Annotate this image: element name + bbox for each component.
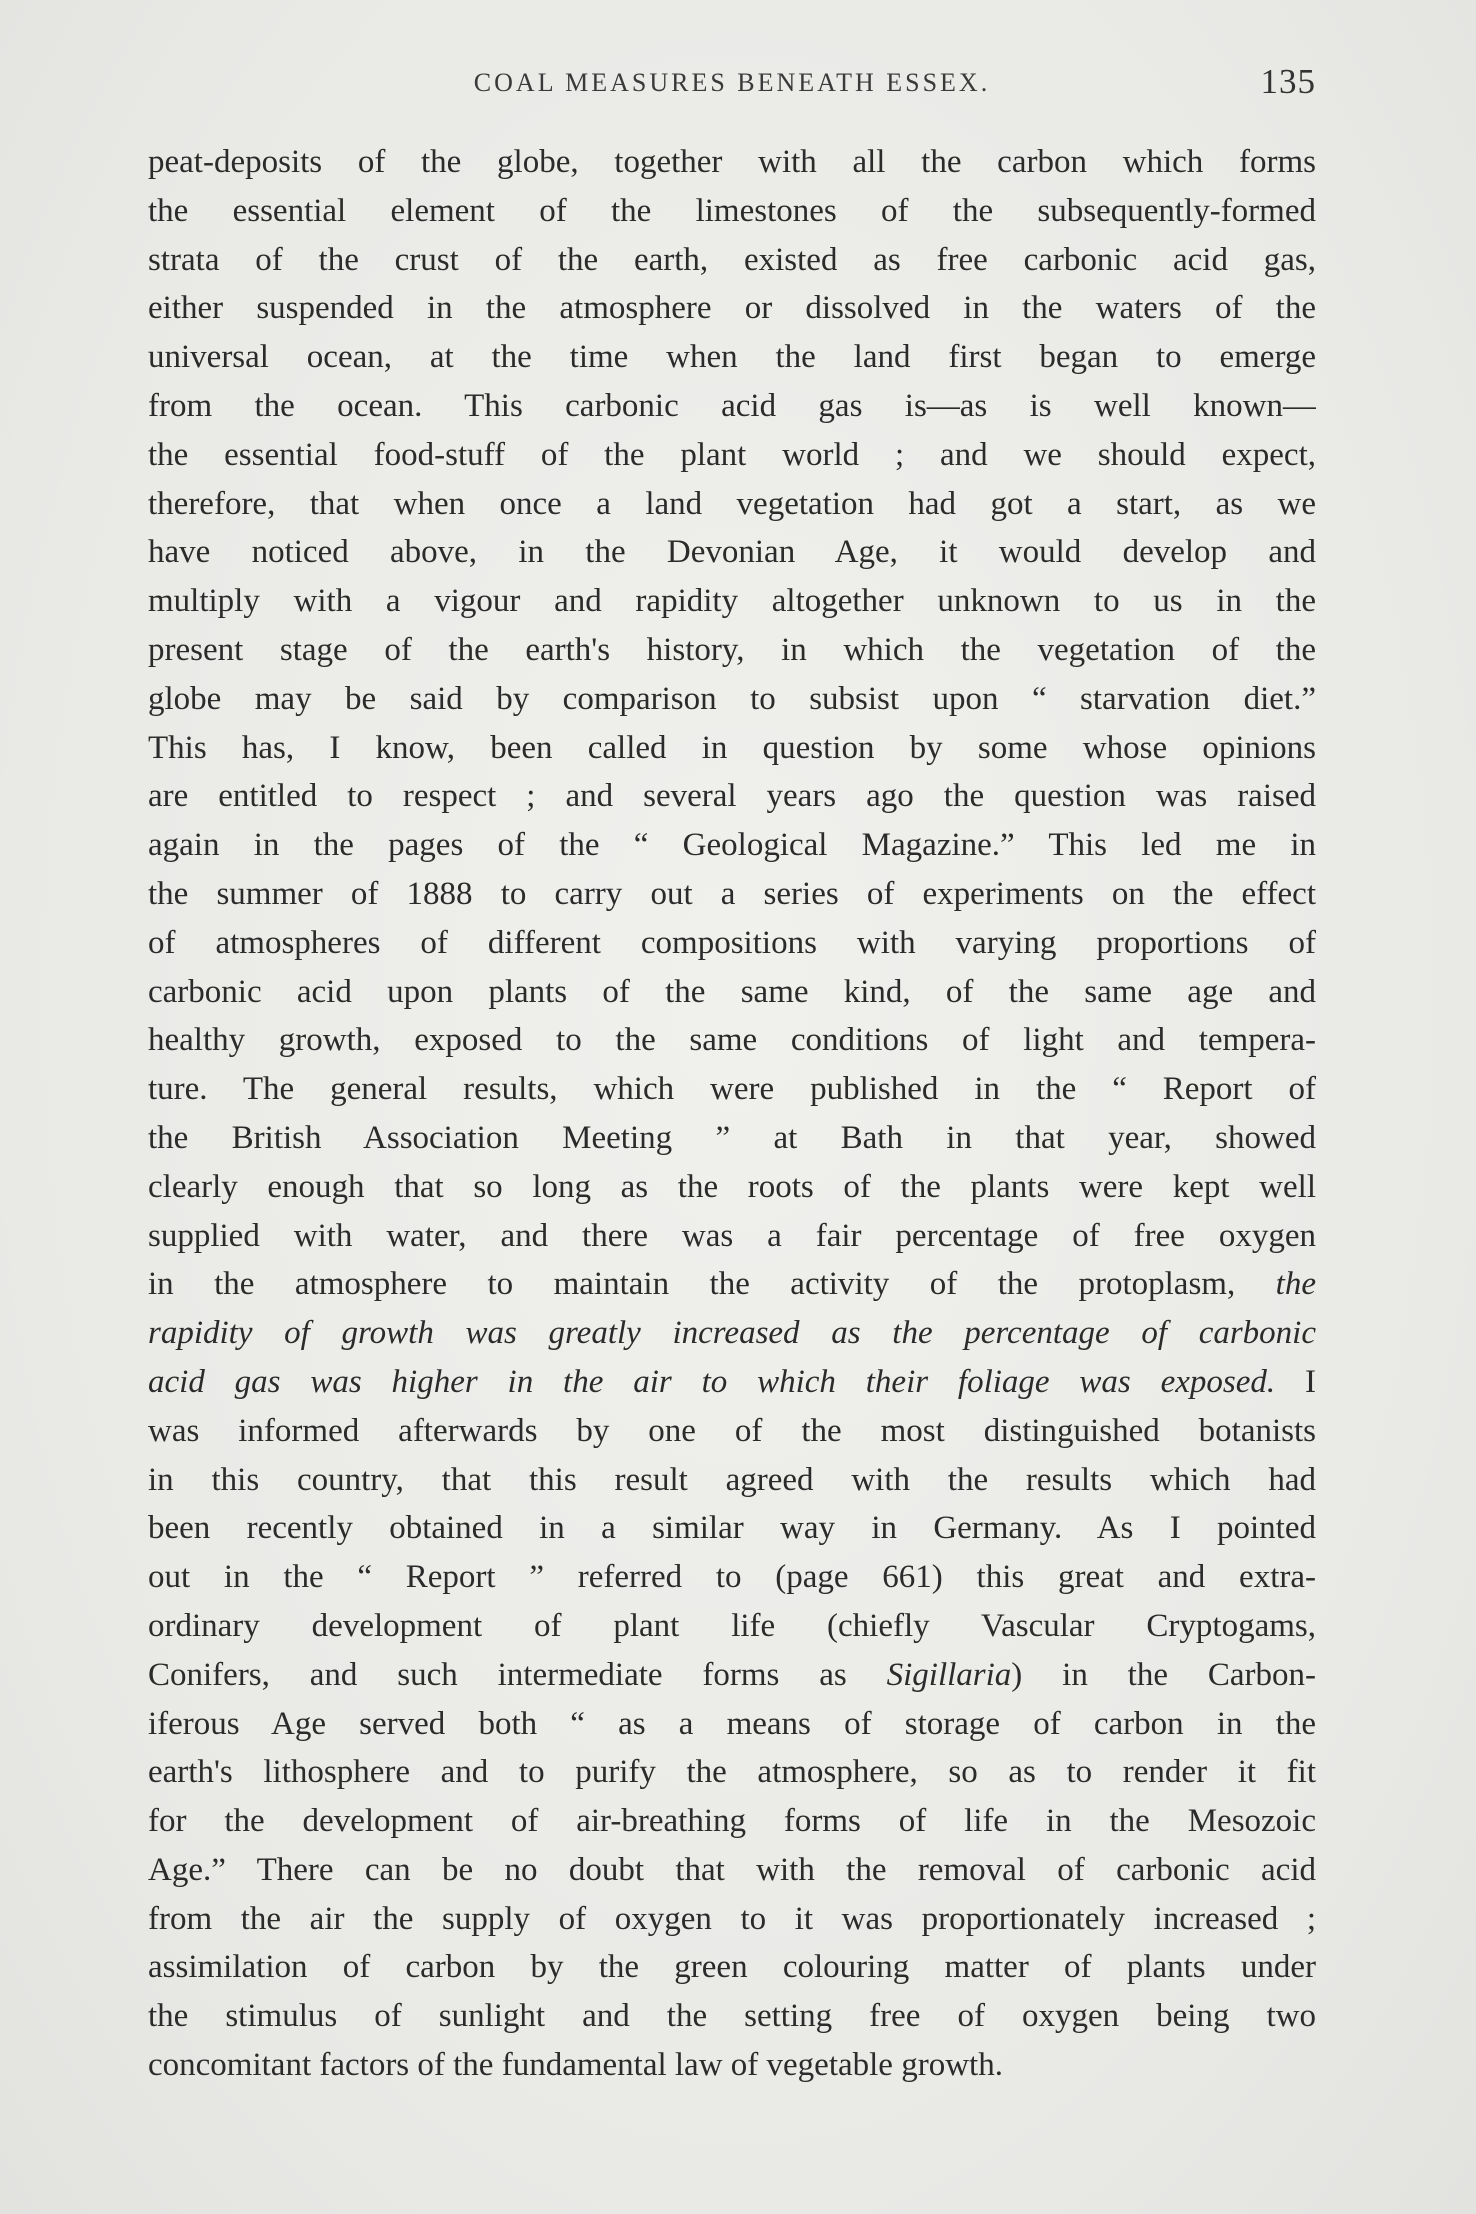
text-segment: the summer of 1888 to carry out a series of experiments on the effect bbox=[148, 875, 1316, 912]
text-segment: from the air the supply of oxygen to it was proportionately increased ; bbox=[148, 1900, 1316, 1937]
italic-text-segment: Sigillaria bbox=[886, 1656, 1012, 1693]
text-line bbox=[148, 333, 1316, 382]
text-segment: have noticed above, in the Devonian Age, it would develop and bbox=[148, 534, 1316, 571]
text-line bbox=[148, 1748, 1316, 1797]
text-segment: assimilation of carbon by the green colouring matter of plants under bbox=[148, 1949, 1316, 1986]
text-segment: strata of the crust of the earth, existed as free carbonic acid gas, bbox=[148, 241, 1316, 278]
text-line bbox=[148, 724, 1316, 773]
text-segment: ture. The general results, which were published in the “ Report of bbox=[148, 1071, 1316, 1108]
text-line bbox=[148, 528, 1316, 577]
text-segment: in the atmosphere to maintain the activity of the protoplasm, bbox=[148, 1266, 1276, 1303]
text-segment: therefore, that when once a land vegetation had got a start, as we bbox=[148, 485, 1316, 522]
text-segment: was informed afterwards by one of the most distinguished botanists bbox=[148, 1412, 1316, 1449]
text-line bbox=[148, 382, 1316, 431]
text-line bbox=[148, 236, 1316, 285]
text-segment: the essential element of the limestones of the subsequently-formed bbox=[148, 192, 1316, 229]
text-line bbox=[148, 1456, 1316, 1505]
text-line bbox=[148, 1797, 1316, 1846]
text-line bbox=[148, 1309, 1316, 1358]
text-line bbox=[148, 626, 1316, 675]
italic-text-segment: rapidity of growth was greatly increased as the percentage of carbonic bbox=[148, 1315, 1316, 1352]
text-segment: of atmospheres of different compositions with varying proportions of bbox=[148, 924, 1316, 961]
text-line bbox=[148, 1895, 1316, 1944]
text-segment: universal ocean, at the time when the land first began to emerge bbox=[148, 339, 1316, 376]
text-line bbox=[148, 1504, 1316, 1553]
italic-text-segment: acid gas was higher in the air to which their foliage was exposed. bbox=[148, 1363, 1276, 1400]
text-line bbox=[148, 1407, 1316, 1456]
text-segment: for the development of air-breathing forms of life in the Mesozoic bbox=[148, 1803, 1316, 1840]
text-segment: healthy growth, exposed to the same conditions of light and tempera- bbox=[148, 1022, 1316, 1059]
text-line bbox=[148, 772, 1316, 821]
text-segment: Age.” There can be no doubt that with the removal of carbonic acid bbox=[148, 1851, 1316, 1888]
text-line bbox=[148, 1212, 1316, 1261]
text-segment: concomitant factors of the fundamental law of vegetable growth. bbox=[148, 2047, 1003, 2084]
text-segment: supplied with water, and there was a fair percentage of free oxygen bbox=[148, 1217, 1316, 1254]
text-line bbox=[148, 1602, 1316, 1651]
text-segment: This has, I know, been called in question by some whose opinions bbox=[148, 729, 1316, 766]
text-line bbox=[148, 1016, 1316, 1065]
text-segment: Conifers, and such intermediate forms as bbox=[148, 1656, 887, 1693]
text-segment: ) in the Carbon- bbox=[1011, 1656, 1316, 1693]
text-line bbox=[148, 577, 1316, 626]
text-segment: in this country, that this result agreed with the results which had bbox=[148, 1461, 1316, 1498]
text-line bbox=[148, 1943, 1316, 1992]
text-segment: I bbox=[1275, 1363, 1316, 1400]
text-segment: peat-deposits of the globe, together with all the carbon which forms bbox=[148, 144, 1316, 180]
text-line bbox=[148, 284, 1316, 333]
text-line bbox=[148, 1992, 1316, 2041]
text-line bbox=[148, 1114, 1316, 1163]
text-segment: present stage of the earth's history, in which the vegetation of the bbox=[148, 631, 1316, 668]
text-segment: the stimulus of sunlight and the setting free of oxygen being two bbox=[148, 1998, 1316, 2035]
text-line bbox=[148, 431, 1316, 480]
text-segment: earth's lithosphere and to purify the atmosphere, so as to render it fit bbox=[148, 1754, 1316, 1791]
text-segment: clearly enough that so long as the roots of the plants were kept well bbox=[148, 1168, 1316, 1205]
text-line bbox=[148, 1065, 1316, 1114]
text-line bbox=[148, 138, 1316, 187]
text-segment: iferous Age served both “ as a means of storage of carbon in the bbox=[148, 1705, 1316, 1742]
text-line bbox=[148, 187, 1316, 236]
text-line bbox=[148, 675, 1316, 724]
text-line bbox=[148, 2041, 1316, 2090]
text-line bbox=[148, 1651, 1316, 1700]
text-segment: the British Association Meeting ” at Bath in that year, showed bbox=[148, 1119, 1316, 1156]
text-segment: been recently obtained in a similar way in Germany. As I pointed bbox=[148, 1510, 1316, 1547]
running-title: COAL MEASURES BENEATH ESSEX. bbox=[473, 68, 991, 97]
text-line bbox=[148, 870, 1316, 919]
text-segment: either suspended in the atmosphere or dissolved in the waters of the bbox=[148, 290, 1316, 327]
text-line bbox=[148, 1553, 1316, 1602]
text-segment: multiply with a vigour and rapidity altogether unknown to us in the bbox=[148, 583, 1316, 620]
text-segment: again in the pages of the “ Geological Magazine.” This led me in bbox=[148, 827, 1316, 864]
text-segment: the essential food-stuff of the plant world ; and we should expect, bbox=[148, 436, 1316, 473]
text-line bbox=[148, 1700, 1316, 1749]
running-head bbox=[148, 62, 1316, 106]
text-line bbox=[148, 1163, 1316, 1212]
text-segment: are entitled to respect ; and several years ago the question was raised bbox=[148, 778, 1316, 815]
page-number: 135 bbox=[1260, 62, 1316, 101]
body-paragraph bbox=[148, 138, 1316, 2090]
text-segment: ordinary development of plant life (chiefly Vascular Cryptogams, bbox=[148, 1607, 1316, 1644]
text-segment: from the ocean. This carbonic acid gas is—as is well known— bbox=[148, 387, 1316, 424]
text-line bbox=[148, 480, 1316, 529]
text-segment: globe may be said by comparison to subsist upon “ starvation diet.” bbox=[148, 680, 1316, 717]
text-line bbox=[148, 1846, 1316, 1895]
text-segment: carbonic acid upon plants of the same kind, of the same age and bbox=[148, 973, 1316, 1010]
text-segment: out in the “ Report ” referred to (page 661) this great and extra- bbox=[148, 1559, 1316, 1596]
italic-text-segment: the bbox=[1275, 1266, 1316, 1303]
text-line bbox=[148, 1260, 1316, 1309]
text-line bbox=[148, 821, 1316, 870]
text-line bbox=[148, 968, 1316, 1017]
text-line bbox=[148, 1358, 1316, 1407]
text-line bbox=[148, 919, 1316, 968]
